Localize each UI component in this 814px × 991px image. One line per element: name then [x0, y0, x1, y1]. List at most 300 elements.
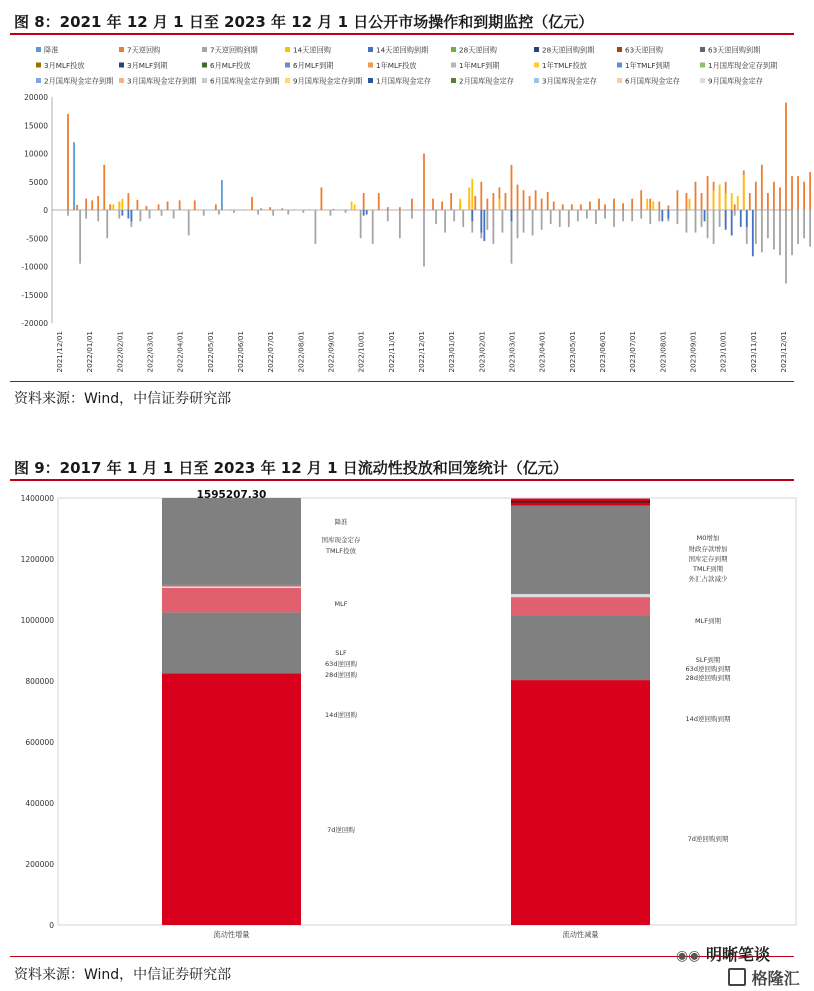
x-tick-label: 2022/03/01: [145, 331, 155, 373]
legend-label: 63天逆回购: [625, 45, 663, 55]
bar-7天逆回购到期: [595, 210, 597, 224]
y-tick-label: 800000: [25, 677, 54, 686]
legend-label: 3月MLF到期: [127, 61, 168, 70]
bar-7天逆回购: [613, 199, 615, 210]
legend-swatch: [451, 78, 456, 83]
stack-segment-国库现金定存: [162, 585, 301, 587]
y-tick-label: 1400000: [20, 494, 54, 503]
bar-7天逆回购: [529, 196, 531, 210]
bar-7天逆回购: [695, 182, 697, 210]
bar-14天逆回购: [725, 193, 727, 210]
stack-segment-TMLF到期: [511, 594, 650, 597]
bar-7天逆回购: [146, 206, 148, 210]
bar-7天逆回购到期: [613, 210, 615, 227]
x-tick-label: 2022/02/01: [115, 331, 125, 373]
x-tick-label: 2023/06/01: [598, 331, 607, 373]
figure8-chart: [0, 40, 814, 380]
bar-7天逆回购: [103, 165, 105, 210]
bar-7天逆回购到期: [161, 210, 163, 216]
bar-7天逆回购: [797, 176, 799, 210]
figure8-bottom-rule: [10, 381, 794, 382]
bar-7天逆回购到期: [233, 210, 235, 213]
bar-7天逆回购到期: [257, 210, 259, 215]
stack-label-right: 国库定存到期: [688, 555, 728, 563]
legend-label: 6月MLF到期: [293, 61, 334, 70]
bar-7天逆回购到期: [330, 210, 332, 216]
bar-7天逆回购: [580, 204, 582, 210]
bar-7天逆回购到期: [149, 210, 151, 218]
bar-7天逆回购到期: [399, 210, 401, 238]
bar-14天逆回购到期: [366, 210, 368, 215]
bar-7天逆回购到期: [203, 210, 205, 216]
legend-label: 1月国库现金定存: [376, 76, 431, 86]
bar-7天逆回购到期: [734, 210, 736, 216]
bar-7天逆回购到期: [517, 210, 519, 238]
bar-7天逆回购: [109, 204, 111, 210]
x-tick-label: 2023/09/01: [688, 331, 698, 373]
bar-7天逆回购到期: [713, 210, 715, 244]
legend-label: 1年MLF到期: [459, 61, 500, 70]
stack-label-left: 28d逆回购: [325, 671, 357, 679]
bar-7天逆回购: [308, 209, 310, 210]
legend-swatch: [285, 47, 290, 52]
bar-7天逆回购到期: [686, 210, 688, 233]
figure8-source: 资料来源：Wind，中信证券研究部: [14, 391, 232, 407]
legend-label: 3月MLF投放: [44, 61, 85, 70]
legend-swatch: [368, 47, 373, 52]
bar-14天逆回购: [689, 199, 691, 210]
category-label: 流动性减量: [562, 930, 599, 939]
bar-14天逆回购到期: [121, 210, 123, 216]
legend-label: 2月国库现金定存: [459, 76, 514, 86]
legend-label: 28天逆回购到期: [542, 45, 595, 55]
stack-label-right: M0增加: [696, 534, 720, 542]
x-tick-label: 2022/11/01: [386, 331, 396, 373]
bar-14天逆回购: [652, 202, 654, 210]
bar-7天逆回购到期: [188, 210, 190, 235]
bar-7天逆回购到期: [315, 210, 317, 244]
bar-7天逆回购到期: [649, 210, 651, 224]
bar-7天逆回购: [179, 200, 181, 210]
bar-7天逆回购: [622, 203, 624, 210]
bar-7天逆回购到期: [631, 210, 633, 221]
x-tick-label: 2022/06/01: [236, 331, 245, 373]
bar-7天逆回购到期: [719, 210, 721, 227]
gelonghui-logo-icon: [728, 968, 746, 986]
bar-7天逆回购到期: [218, 210, 220, 215]
bar-7天逆回购到期: [372, 210, 374, 244]
stack-label-left: 降准: [334, 518, 348, 526]
bar-7天逆回购到期: [486, 210, 488, 230]
bar-7天逆回购到期: [444, 210, 446, 233]
legend-swatch: [617, 47, 622, 52]
bar-7天逆回购到期: [67, 210, 69, 216]
bar-7天逆回购到期: [140, 210, 142, 221]
stack-segment-降准: [162, 498, 301, 585]
bar-7天逆回购到期: [435, 210, 437, 224]
stack-label-left: 7d逆回购: [327, 826, 355, 834]
bar-14天逆回购: [646, 199, 648, 210]
legend-swatch: [700, 47, 705, 52]
bar-7天逆回购: [571, 204, 573, 210]
bar-14天逆回购: [731, 193, 733, 210]
bar-7天逆回购: [505, 193, 507, 210]
x-tick-label: 2021/12/01: [55, 331, 64, 373]
bar-7天逆回购到期: [502, 210, 504, 233]
bar-14天逆回购: [719, 185, 721, 210]
bar-14天逆回购: [743, 175, 745, 210]
legend-swatch: [36, 47, 41, 52]
bar-7天逆回购: [215, 204, 217, 210]
bar-14天逆回购到期: [130, 210, 132, 221]
bar-14天逆回购到期: [667, 210, 669, 218]
bar-14天逆回购到期: [725, 210, 727, 230]
stack-label-left: 国库现金定存: [321, 536, 361, 544]
y-tick-label: 15000: [24, 121, 48, 131]
stack-label-right: 63d逆回购到期: [685, 665, 731, 673]
bar-7天逆回购到期: [173, 210, 175, 218]
bar-7天逆回购到期: [701, 210, 703, 227]
bar-7天逆回购: [378, 193, 380, 210]
legend-swatch: [36, 63, 41, 68]
bar-7天逆回购到期: [559, 210, 561, 227]
bar-7天逆回购: [535, 190, 537, 210]
bar-7天逆回购: [523, 190, 525, 210]
bar-7天逆回购到期: [677, 210, 679, 224]
bar-7天逆回购到期: [658, 210, 660, 221]
bar-7天逆回购: [755, 182, 757, 210]
legend-swatch: [119, 63, 124, 68]
bar-7天逆回购: [598, 199, 600, 210]
legend-label: 7天逆回购: [127, 45, 161, 55]
bar-7天逆回购: [658, 202, 660, 210]
legend-swatch: [285, 78, 290, 83]
legend-swatch: [368, 63, 373, 68]
watermark-wechat: [676, 942, 770, 965]
stack-segment-7d逆回购: [162, 673, 301, 925]
bar-7天逆回购到期: [809, 210, 811, 247]
bar-7天逆回购: [423, 154, 425, 211]
stack-label-right: 14d逆回购到期: [685, 715, 731, 723]
bar-7天逆回购: [76, 205, 78, 210]
x-tick-label: 2022/07/01: [266, 331, 276, 373]
legend-label: 1月国库现金定存到期: [708, 61, 778, 70]
bar-14天逆回购到期: [661, 210, 663, 221]
bar-14天逆回购: [737, 196, 739, 210]
bar-7天逆回购到期: [423, 210, 425, 267]
bar-14天逆回购到期: [731, 210, 733, 235]
bar-14天逆回购: [713, 190, 715, 210]
bar-7天逆回购到期: [287, 210, 289, 215]
stack-label-left: 63d逆回购: [325, 660, 357, 668]
bar-7天逆回购到期: [695, 210, 697, 233]
x-tick-label: 2023/08/01: [658, 331, 668, 373]
bar-7天逆回购: [553, 202, 555, 210]
bar-7天逆回购: [734, 204, 736, 210]
x-tick-label: 2022/04/01: [175, 331, 185, 373]
bar-7天逆回购: [767, 193, 769, 210]
x-tick-label: 2023/05/01: [567, 331, 577, 373]
bar-7天逆回购: [677, 190, 679, 210]
bar-7天逆回购到期: [79, 210, 81, 264]
bar-7天逆回购到期: [118, 210, 120, 218]
bar-7天逆回购: [686, 193, 688, 210]
bar-14天逆回购到期: [752, 210, 754, 256]
bar-14天逆回购到期: [363, 210, 365, 216]
legend-swatch: [36, 78, 41, 83]
bar-7天逆回购: [667, 205, 669, 210]
bar-7天逆回购: [411, 199, 413, 210]
bar-7天逆回购: [399, 207, 401, 210]
bar-7天逆回购: [486, 199, 488, 210]
legend-label: 1年TMLF到期: [625, 61, 670, 70]
stack-label-left: SLF: [335, 649, 347, 657]
bar-7天逆回购到期: [411, 210, 413, 218]
bar-7天逆回购: [541, 199, 543, 210]
legend-swatch: [119, 47, 124, 52]
legend-label: 6月MLF投放: [210, 61, 251, 70]
total-label: 1477237.73: [550, 487, 621, 500]
bar-7天逆回购到期: [97, 210, 99, 221]
bar-7天逆回购: [779, 187, 781, 210]
bar-7天逆回购: [158, 204, 160, 210]
x-tick-label: 2022/08/01: [296, 331, 306, 373]
y-tick-label: 400000: [25, 799, 54, 808]
legend-label: 14天逆回购到期: [376, 45, 429, 55]
legend-swatch: [534, 78, 539, 83]
bar-7天逆回购: [761, 165, 763, 210]
legend-swatch: [202, 78, 207, 83]
figure9-chart: [0, 485, 814, 947]
legend-swatch: [368, 78, 373, 83]
bar-降准: [73, 142, 75, 210]
y-tick-label: 200000: [25, 860, 54, 869]
bar-7天逆回购到期: [523, 210, 525, 233]
stack-segment-7d逆回购到期: [511, 680, 650, 925]
bar-7天逆回购: [345, 209, 347, 210]
bar-7天逆回购到期: [568, 210, 570, 227]
bar-7天逆回购到期: [791, 210, 793, 255]
bar-14天逆回购到期: [480, 210, 482, 233]
legend-swatch: [202, 47, 207, 52]
stack-segment-外汇占款减少: [511, 503, 650, 506]
bar-14天逆回购到期: [746, 210, 748, 227]
legend-swatch: [202, 63, 207, 68]
wechat-icon: ◉◉: [676, 948, 701, 964]
bar-14天逆回购: [459, 199, 461, 210]
stack-label-right: 7d逆回购到期: [687, 835, 729, 843]
bar-7天逆回购到期: [707, 210, 709, 238]
legend-label: 6月国库现金定存: [625, 76, 680, 86]
bar-7天逆回购到期: [577, 210, 579, 221]
stack-label-right: 外汇占款减少: [688, 575, 728, 583]
bar-7天逆回购: [749, 193, 751, 210]
legend-label: 9月国库现金定存: [708, 76, 763, 86]
bar-7天逆回购到期: [550, 210, 552, 224]
x-tick-label: 2022/10/01: [356, 331, 366, 373]
bar-14天逆回购到期: [471, 210, 473, 221]
stack-segment-MLF到期: [511, 597, 650, 615]
stack-segment-SLF到期: [511, 615, 650, 680]
y-tick-label: 0: [49, 921, 54, 930]
bar-7天逆回购: [511, 165, 513, 210]
bar-14天逆回购: [112, 204, 114, 210]
y-tick-label: 0: [43, 206, 48, 215]
bar-7天逆回购: [450, 193, 452, 210]
bar-7天逆回购到期: [586, 210, 588, 218]
bar-7天逆回购: [269, 207, 271, 210]
stack-label-left: TMLF投放: [326, 547, 356, 555]
bar-7天逆回购到期: [803, 210, 805, 238]
bar-14天逆回购: [471, 179, 473, 210]
bar-7天逆回购到期: [622, 210, 624, 221]
legend-label: 9月国库现金定存到期: [293, 76, 363, 86]
legend-label: 2月国库现金定存到期: [44, 76, 114, 86]
bar-7天逆回购: [785, 103, 787, 210]
watermark-gelonghui: [728, 966, 800, 989]
bar-7天逆回购到期: [604, 210, 606, 218]
bar-14天逆回购: [354, 204, 356, 210]
bar-14天逆回购: [351, 202, 353, 210]
bar-7天逆回购: [67, 114, 69, 210]
legend-swatch: [285, 63, 290, 68]
stack-segment-财政存款增加: [511, 501, 650, 503]
y-tick-label: 10000: [24, 149, 48, 159]
legend-label: 63天逆回购到期: [708, 45, 761, 55]
legend-swatch: [700, 63, 705, 68]
x-tick-label: 2023/11/01: [748, 331, 758, 373]
bar-7天逆回购到期: [272, 210, 274, 216]
bar-7天逆回购到期: [462, 210, 464, 227]
bar-7天逆回购到期: [755, 210, 757, 244]
bar-7天逆回购: [803, 182, 805, 210]
x-tick-label: 2023/02/01: [477, 331, 487, 373]
y-tick-label: 1000000: [20, 616, 54, 625]
bar-7天逆回购到期: [797, 210, 799, 244]
bar-7天逆回购: [167, 202, 169, 210]
bar-7天逆回购: [649, 199, 651, 210]
x-tick-label: 2022/09/01: [326, 331, 336, 373]
bar-7天逆回购到期: [767, 210, 769, 238]
x-tick-label: 2023/12/01: [779, 331, 788, 373]
bar-14天逆回购: [499, 199, 501, 210]
watermark-text-1: 明晰笔谈: [706, 945, 771, 964]
bar-7天逆回购: [773, 182, 775, 210]
legend-swatch: [451, 63, 456, 68]
figure9-title-rule: [10, 479, 794, 481]
bar-14天逆回购到期: [127, 210, 129, 218]
category-label: 流动性增量: [213, 930, 250, 939]
bar-7天逆回购: [701, 193, 703, 210]
bar-7天逆回购: [281, 208, 283, 210]
bar-7天逆回购: [97, 196, 99, 210]
legend-label: 1年TMLF投放: [542, 61, 587, 70]
stack-label-right: 28d逆回购到期: [685, 674, 731, 682]
bar-7天逆回购到期: [761, 210, 763, 252]
bar-7天逆回购: [631, 199, 633, 210]
bar-降准: [221, 180, 223, 210]
y-tick-label: 5000: [28, 177, 48, 187]
bar-7天逆回购到期: [541, 210, 543, 230]
bar-7天逆回购: [85, 199, 87, 210]
stack-label-right: TMLF到期: [693, 565, 723, 573]
bar-7天逆回购: [809, 172, 811, 210]
legend-swatch: [534, 63, 539, 68]
bar-7天逆回购到期: [85, 210, 87, 218]
legend-label: 3月国库现金定存到期: [127, 76, 197, 86]
bar-14天逆回购: [121, 199, 123, 210]
bar-14天逆回购到期: [483, 210, 485, 241]
bar-7天逆回购: [492, 193, 494, 210]
stack-label-right: 财政存款增加: [688, 545, 728, 553]
bar-7天逆回购: [547, 192, 549, 210]
figure9-source: 资料来源：Wind，中信证券研究部: [14, 967, 232, 983]
x-tick-label: 2023/04/01: [537, 331, 547, 373]
bar-7天逆回购: [589, 202, 591, 210]
bar-7天逆回购到期: [532, 210, 534, 235]
bar-7天逆回购: [387, 207, 389, 210]
bar-7天逆回购: [791, 176, 793, 210]
x-tick-label: 2023/01/01: [447, 331, 457, 373]
bar-7天逆回购: [363, 193, 365, 210]
bar-7天逆回购: [640, 190, 642, 210]
bar-14天逆回购到期: [511, 210, 513, 221]
y-tick-label: -10000: [21, 262, 48, 272]
stack-label-left: MLF: [334, 600, 348, 608]
figure8-title: 图 8：2021 年 12 月 1 日至 2023 年 12 月 1 日公开市场操作和到期监控（亿元）: [14, 13, 594, 31]
bar-7天逆回购到期: [453, 210, 455, 221]
legend-swatch: [617, 63, 622, 68]
stack-segment-TMLF投放: [162, 586, 301, 588]
x-tick-label: 2023/03/01: [507, 331, 517, 373]
bar-7天逆回购: [321, 187, 323, 210]
bar-14天逆回购: [118, 202, 120, 210]
y-tick-label: -20000: [21, 319, 48, 328]
y-tick-label: -5000: [26, 234, 48, 244]
bar-7天逆回购: [441, 202, 443, 210]
x-tick-label: 2022/05/01: [205, 331, 215, 373]
bar-14天逆回购到期: [704, 210, 706, 221]
legend-label: 7天逆回购到期: [210, 45, 258, 55]
bar-7天逆回购: [517, 185, 519, 210]
legend-label: 1年MLF投放: [376, 61, 417, 70]
bar-7天逆回购: [230, 209, 232, 210]
bar-7天逆回购: [562, 204, 564, 210]
stack-segment-MLF: [162, 588, 301, 612]
bar-14天逆回购到期: [740, 210, 742, 227]
bar-7天逆回购到期: [387, 210, 389, 221]
bar-7天逆回购: [432, 199, 434, 210]
stack-label-right: MLF到期: [695, 617, 721, 625]
bar-7天逆回购: [242, 209, 244, 210]
bar-7天逆回购: [194, 200, 196, 210]
y-tick-label: 600000: [25, 738, 54, 747]
stack-label-right: SLF到期: [695, 656, 721, 664]
x-tick-label: 2023/10/01: [718, 331, 728, 373]
stack-segment-SLF: [162, 612, 301, 673]
bar-7天逆回购: [127, 193, 129, 210]
legend-label: 降准: [44, 45, 59, 55]
y-tick-label: 20000: [24, 93, 48, 102]
x-tick-label: 2022/12/01: [417, 331, 426, 373]
bar-7天逆回购: [137, 200, 139, 210]
bar-7天逆回购到期: [492, 210, 494, 244]
bar-7天逆回购: [260, 208, 262, 210]
legend-swatch: [534, 47, 539, 52]
bar-7天逆回购: [480, 182, 482, 210]
bar-7天逆回购到期: [345, 210, 347, 213]
figure9-title: 图 9：2017 年 1 月 1 日至 2023 年 12 月 1 日流动性投放和回笼统计（亿元）: [14, 459, 568, 477]
